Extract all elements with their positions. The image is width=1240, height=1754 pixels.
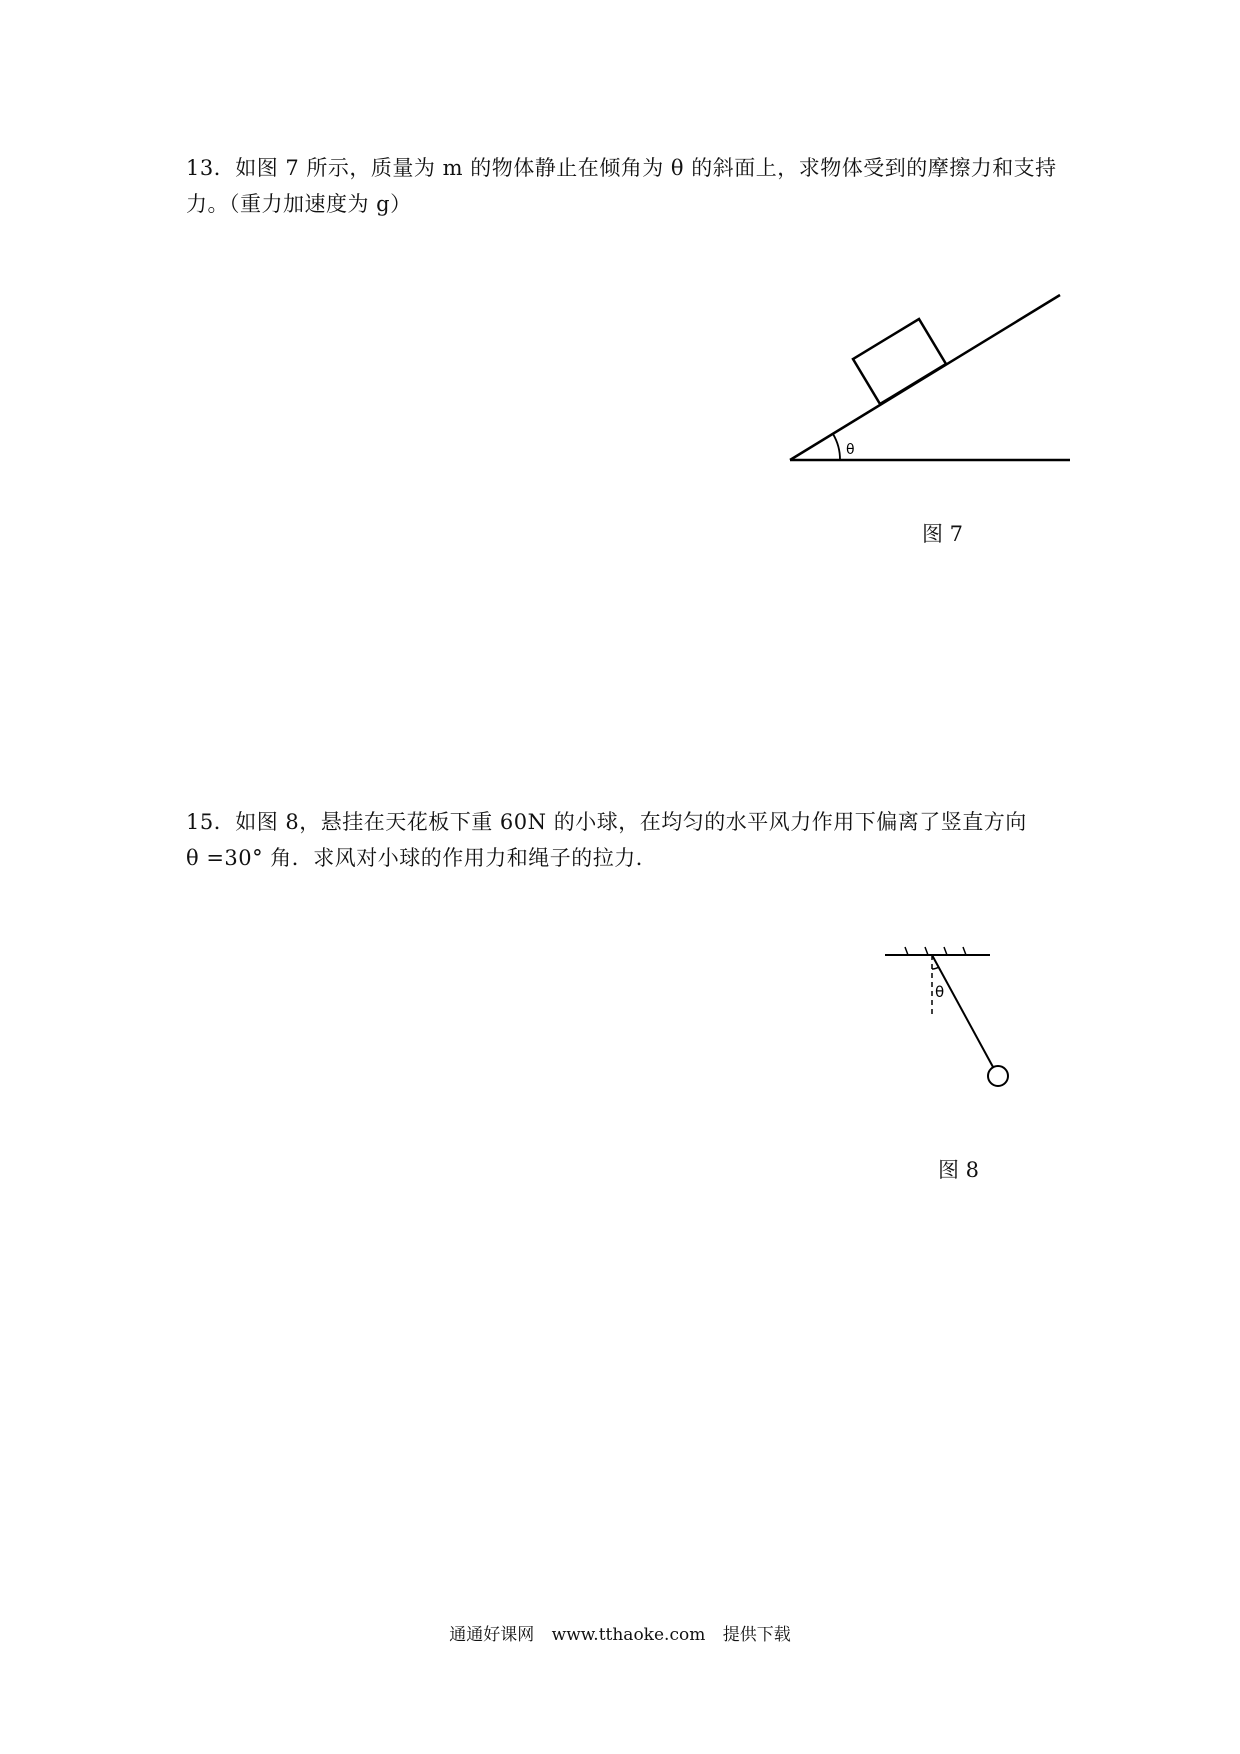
angle-label-theta: θ xyxy=(935,983,945,1001)
question-13-text xyxy=(186,150,1066,222)
question-13-line-1: 13．如图 7 所示，质量为 m 的物体静止在倾角为 θ 的斜面上，求物体受到的摩擦力和支持 xyxy=(186,156,1057,180)
block-on-incline xyxy=(853,319,946,404)
question-15-text xyxy=(186,804,1066,876)
question-13-line-2: 力。（重力加速度为 g） xyxy=(186,192,412,216)
footer-suffix: 提供下载 xyxy=(722,1625,791,1645)
figure-8-pendulum-diagram xyxy=(870,935,1020,1115)
figure-7-incline-diagram xyxy=(780,280,1090,480)
footer-url: www.tthaoke.com xyxy=(551,1625,706,1645)
footer-site-name: 通通好课网 xyxy=(449,1625,535,1645)
ball xyxy=(988,1066,1008,1086)
figure-8-caption: 图 8 xyxy=(938,1158,980,1182)
angle-arc xyxy=(833,434,840,460)
question-15-line-2: θ =30° 角．求风对小球的作用力和绳子的拉力． xyxy=(186,846,658,870)
angle-label-theta: θ xyxy=(846,442,855,458)
angle-arc xyxy=(932,967,939,969)
figure-7-caption: 图 7 xyxy=(922,522,964,546)
page-footer xyxy=(0,1620,1240,1645)
question-15-line-1: 15．如图 8，悬挂在天花板下重 60N 的小球，在均匀的水平风力作用下偏离了竖直方向 xyxy=(186,810,1027,834)
ceiling-hatch-marks xyxy=(905,947,966,955)
rope xyxy=(932,955,993,1067)
